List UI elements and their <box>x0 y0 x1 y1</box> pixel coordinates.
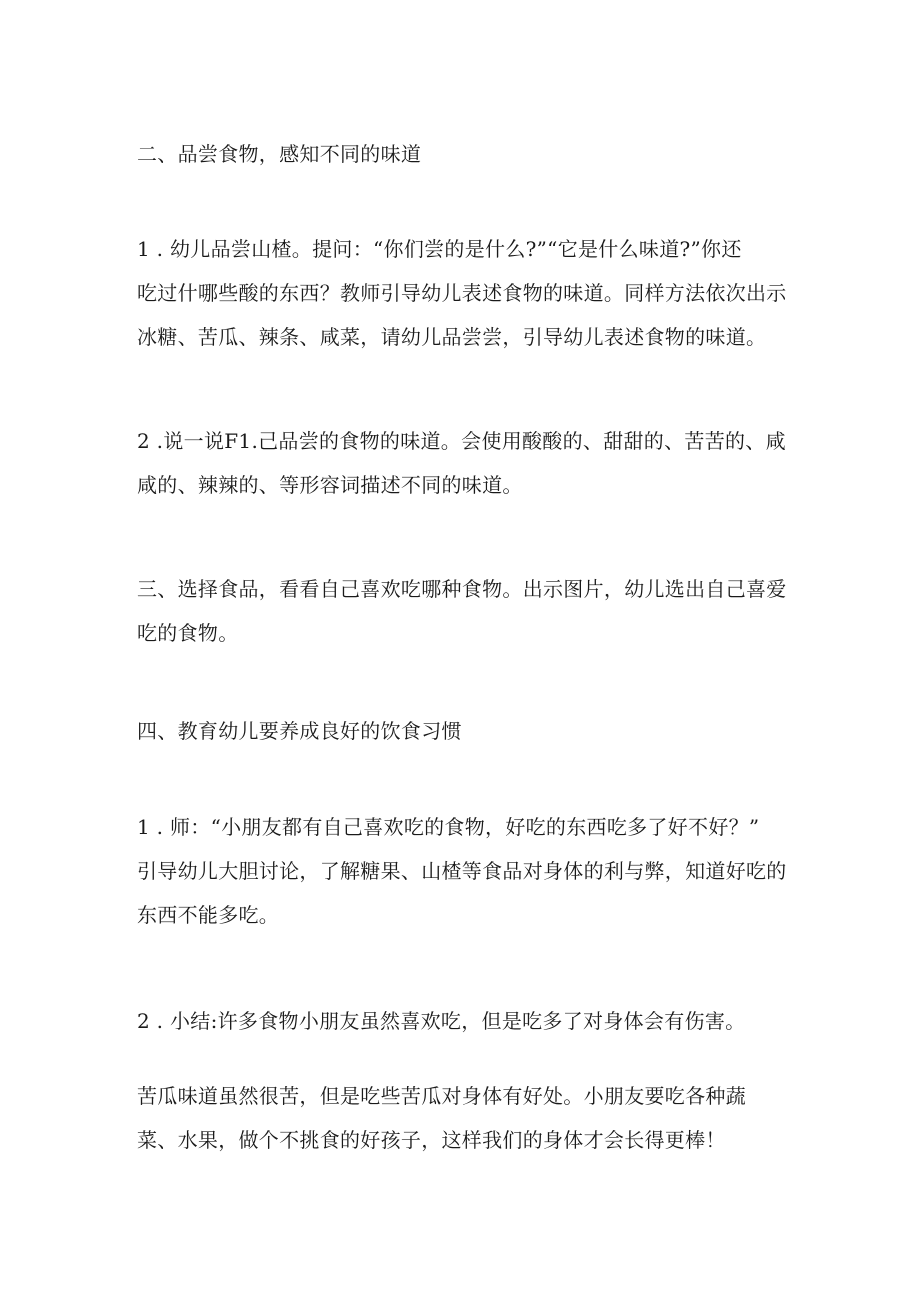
paragraph-item-two-describe <box>137 419 787 507</box>
heading-section-four <box>137 709 787 753</box>
paragraph-item-one-taste <box>137 227 787 359</box>
paragraph-item-one-discussion <box>137 805 787 937</box>
text-line: 1 . 幼儿品尝山楂。提问：“你们尝的是什么?”“它是什么味道?”你还 <box>137 237 742 261</box>
text-line: 三、选择食品，看看自己喜欢吃哪种食物。出示图片，幼儿选出自己喜爱 <box>137 577 787 601</box>
text-line: 东西不能多吃。 <box>137 903 280 927</box>
text-line: 菜、水果，做个不挑食的好孩子，这样我们的身体才会长得更棒！ <box>137 1128 726 1152</box>
heading-section-two <box>137 132 787 176</box>
paragraph-closing <box>137 1074 787 1162</box>
text-line: 二、品尝食物，感知不同的味道 <box>137 142 422 166</box>
text-line: 冰糖、苦瓜、辣条、咸菜，请幼儿品尝尝，引导幼儿表述食物的味道。 <box>137 325 767 349</box>
paragraph-section-three <box>137 567 787 655</box>
paragraph-item-two-summary <box>137 999 787 1043</box>
text-line: 四、教育幼儿要养成良好的饮食习惯 <box>137 719 462 743</box>
text-line: 2 .说一说F1.己品尝的食物的味道。会使用酸酸的、甜甜的、苦苦的、咸 <box>137 429 786 453</box>
text-line: 引导幼儿大胆讨论，了解糖果、山楂等食品对身体的利与弊，知道好吃的 <box>137 859 787 883</box>
text-line: 吃的食物。 <box>137 621 239 645</box>
text-line: 苦瓜味道虽然很苦，但是吃些苦瓜对身体有好处。小朋友要吃各种蔬 <box>137 1084 746 1108</box>
text-line: 咸的、辣辣的、等形容词描述不同的味道。 <box>137 473 523 497</box>
text-line: 2 . 小结:许多食物小朋友虽然喜欢吃，但是吃多了对身体会有伤害。 <box>137 1009 746 1033</box>
text-line: 吃过什哪些酸的东西？教师引导幼儿表述食物的味道。同样方法依次出示 <box>137 281 787 305</box>
text-line: 1 . 师：“小朋友都有自己喜欢吃的食物，好吃的东西吃多了好不好？” <box>137 815 760 839</box>
